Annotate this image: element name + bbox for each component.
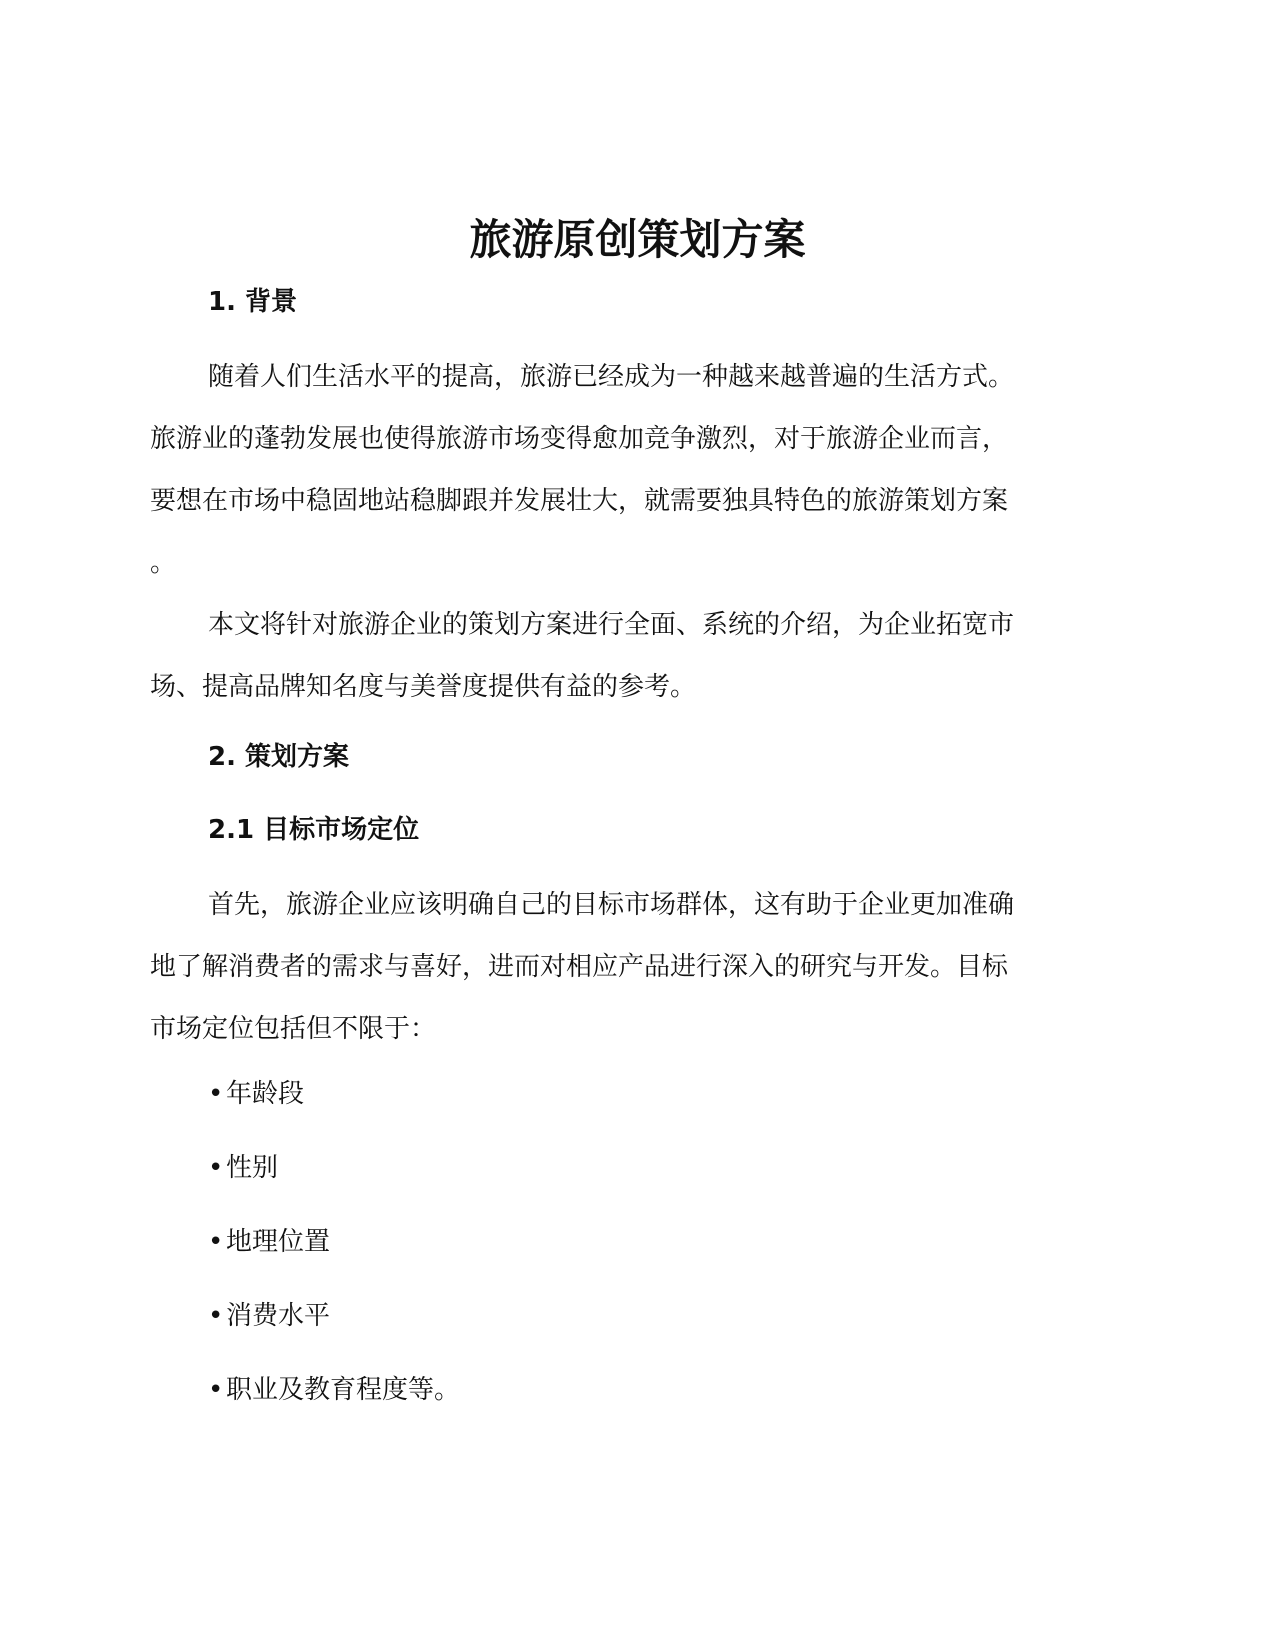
paragraph-line: 随着人们生活水平的提高，旅游已经成为一种越来越普遍的生活方式。 [208,362,1015,392]
bullet-icon: • [208,1375,224,1405]
paragraph-line: 场、提高品牌知名度与美誉度提供有益的参考。 [150,672,697,702]
paragraph-line: 。 [150,548,177,578]
list-item [208,1224,330,1260]
paragraph-line: 首先，旅游企业应该明确自己的目标市场群体，这有助于企业更加准确 [208,890,1015,920]
subsection-heading-target-market: 2.1 目标市场定位 [208,815,420,845]
list-item [208,1298,330,1334]
list-item-text: 职业及教育程度等。 [226,1375,461,1405]
paragraph-line: 旅游业的蓬勃发展也使得旅游市场变得愈加竞争激烈，对于旅游企业而言， [150,424,1009,454]
list-item-text: 年龄段 [226,1079,305,1109]
bullet-icon: • [208,1227,224,1257]
background-paragraph-1 [150,346,1110,594]
list-item [208,1150,278,1186]
list-item-text: 消费水平 [226,1301,331,1331]
bullet-icon: • [208,1079,224,1109]
section-heading-background: 1. 背景 [208,287,298,317]
paragraph-line: 市场定位包括但不限于： [150,1014,437,1044]
list-item [208,1372,460,1408]
bullet-icon: • [208,1301,224,1331]
list-item-text: 地理位置 [226,1227,331,1257]
paragraph-line: 要想在市场中稳固地站稳脚跟并发展壮大，就需要独具特色的旅游策划方案 [150,486,1009,516]
document-title: 旅游原创策划方案 [469,215,806,264]
section-heading-plan: 2. 策划方案 [208,742,350,772]
list-item-text: 性别 [226,1153,279,1183]
paragraph-line: 本文将针对旅游企业的策划方案进行全面、系统的介绍，为企业拓宽市 [208,610,1015,640]
bullet-icon: • [208,1153,224,1183]
target-market-paragraph [150,874,1110,1060]
paragraph-line: 地了解消费者的需求与喜好，进而对相应产品进行深入的研究与开发。目标 [150,952,1009,982]
background-paragraph-2 [150,594,1110,718]
list-item [208,1076,304,1112]
